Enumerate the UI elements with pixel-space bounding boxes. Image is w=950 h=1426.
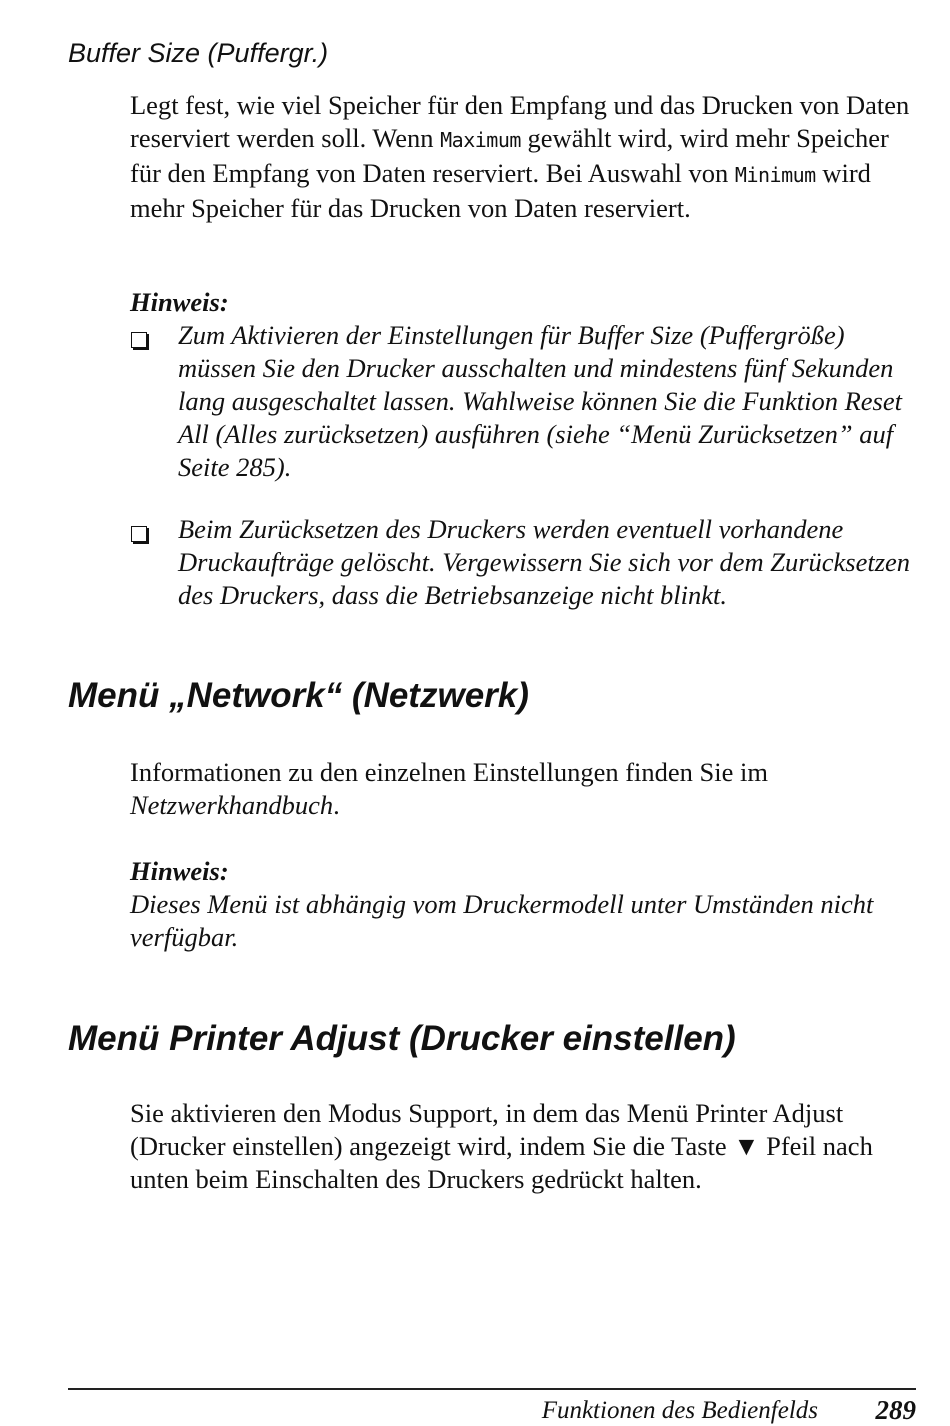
- checkbox-bullet-icon: [131, 526, 147, 542]
- footer-chapter-title: Funktionen des Bedienfelds: [541, 1397, 818, 1424]
- buffer-text-2: gewählt wird, wird mehr Speicher für den Empfang von Daten reserviert. Bei Auswahl von: [130, 123, 889, 188]
- buffer-text-1: Legt fest, wie viel Speicher für den Empfang und das Drucken von Daten reserviert werden soll. Wenn: [130, 90, 910, 153]
- note-label-buffer: Hinweis:: [130, 287, 229, 317]
- note-item-2: Beim Zurücksetzen des Druckers werden eventuell vorhandene Druckaufträge gelöscht. Vergewissern Sie sich vor dem Zurücksetzen des Druckers, dass die Betriebsanzeige nicht blinkt.: [178, 514, 911, 610]
- page-number: 289: [875, 1395, 916, 1425]
- section-subheading-buffer-size: Buffer Size (Puffergr.): [68, 38, 329, 68]
- printer-adjust-description: Sie aktivieren den Modus Support, in dem das Menü Printer Adjust (Drucker einstellen) angezeigt wird, indem Sie die Taste ▼ Pfeil nach unten beim Einschalten des Druckers gedrückt halten.: [130, 1098, 873, 1194]
- code-minimum: Minimum: [734, 163, 816, 187]
- heading-menu-network: Menü „Network“ (Netzwerk): [68, 676, 529, 715]
- network-handbook-ref: Netzwerkhandbuch: [130, 790, 334, 820]
- network-text-end: .: [333, 790, 340, 820]
- checkbox-bullet-icon: [131, 332, 147, 348]
- code-maximum: Maximum: [440, 128, 521, 152]
- buffer-text-3: wird mehr Speicher für das Drucken von Daten reserviert.: [130, 158, 871, 223]
- network-note-text: Dieses Menü ist abhängig vom Druckermodell unter Umständen nicht verfügbar.: [130, 889, 874, 952]
- buffer-size-description: [130, 89, 920, 225]
- heading-menu-printer-adjust: Menü Printer Adjust (Drucker einstellen): [68, 1019, 736, 1058]
- note-item-1: Zum Aktivieren der Einstellungen für Buffer Size (Puffergröße) müssen Sie den Drucker ausschalten und mindestens fünf Sekunden lang ausgeschaltet lassen. Wahlweise können Sie die Funktion Reset All (Alles zurücksetzen) ausführen (siehe “Menü Zurücksetzen” auf Seite 285).: [178, 320, 902, 482]
- network-text: Informationen zu den einzelnen Einstellungen finden Sie im: [130, 757, 769, 787]
- network-description: [130, 756, 920, 822]
- note-label-network: Hinweis:: [130, 856, 229, 886]
- footer-rule: [68, 1388, 916, 1390]
